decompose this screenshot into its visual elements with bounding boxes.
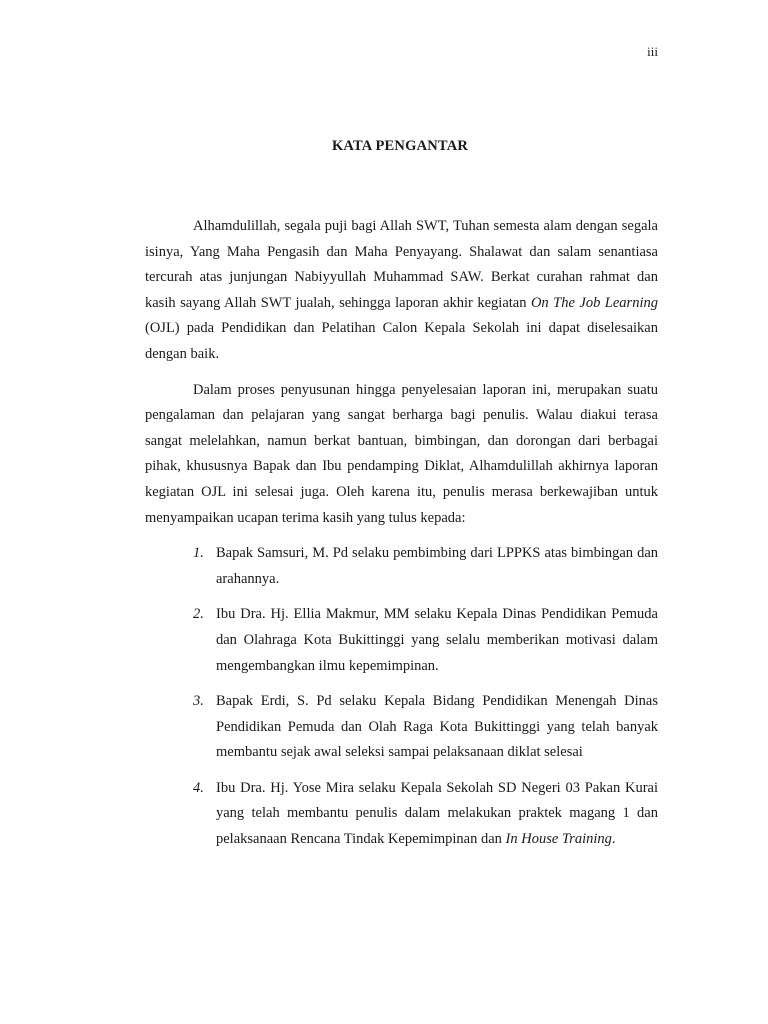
document-body <box>145 214 658 853</box>
list-text <box>216 780 658 847</box>
paragraph-text: (OJL) pada Pendidikan dan Pelatihan Calon Kepala Sekolah ini dapat diselesaikan dengan baik. <box>145 320 658 362</box>
list-item <box>145 689 658 766</box>
list-italic-text: In House Training <box>505 831 612 848</box>
paragraph-italic-text: On The Job Learning <box>530 294 658 311</box>
list-text <box>216 606 658 673</box>
list-text <box>216 693 658 760</box>
list-text-part: . <box>611 831 616 848</box>
acknowledgement-list <box>145 541 658 853</box>
list-text-part: Ibu Dra. Hj. Yose Mira selaku Kepala Sekolah SD Negeri 03 Pakan Kurai yang telah membantu penulis dalam melakukan praktek magang 1 dan pelaksanaan Rencana Tindak Kepemimpinan dan <box>216 779 658 848</box>
paragraph-text: Alhamdulillah, segala puji bagi Allah SWT, Tuhan semesta alam dengan segala isinya, Yang Maha Pengasih dan Maha Penyayang. Shalawat dan salam senantiasa tercurah atas junjungan Nabiyyullah Muhammad SAW. Berkat curahan rahmat dan kasih sayang Allah SWT jualah, sehingga laporan akhir kegiatan <box>145 218 658 311</box>
list-number: 2. <box>193 606 204 623</box>
list-item <box>145 776 658 853</box>
list-text-part: Bapak Samsuri, M. Pd selaku pembimbing dari LPPKS atas bimbingan dan arahannya. <box>216 545 658 587</box>
page-number: iii <box>647 44 658 59</box>
list-number: 1. <box>193 545 204 562</box>
list-item <box>145 602 658 679</box>
list-text-part: Bapak Erdi, S. Pd selaku Kepala Bidang Pendidikan Menengah Dinas Pendidikan Pemuda dan Olah Raga Kota Bukittinggi yang telah banyak membantu sejak awal seleksi sampai pelaksanaan diklat selesai <box>216 693 658 761</box>
page-title: KATA PENGANTAR <box>331 138 469 154</box>
list-item <box>145 541 658 592</box>
list-text-part: Ibu Dra. Hj. Ellia Makmur, MM selaku Kepala Dinas Pendidikan Pemuda dan Olahraga Kota Bukittinggi yang selalu memberikan motivasi dalam mengembangkan ilmu kepemimpinan. <box>216 606 658 674</box>
paragraph <box>145 214 658 368</box>
paragraph <box>145 378 658 532</box>
list-number: 4. <box>193 779 204 796</box>
list-number: 3. <box>193 693 204 710</box>
list-text <box>216 545 658 587</box>
paragraph-text: Dalam proses penyusunan hingga penyelesaian laporan ini, merupakan suatu pengalaman dan pelajaran yang sangat berharga bagi penulis. Walau diakui terasa sangat melelahkan, namun berkat bantuan, bimbingan, dan dorongan dari berbagai pihak, khususnya Bapak dan Ibu pendamping Diklat, Alhamdulillah akhirnya laporan kegiatan OJL ini selesai juga. Oleh karena itu, penulis merasa berkewajiban untuk menyampaikan ucapan terima kasih yang tulus kepada: <box>145 381 658 526</box>
